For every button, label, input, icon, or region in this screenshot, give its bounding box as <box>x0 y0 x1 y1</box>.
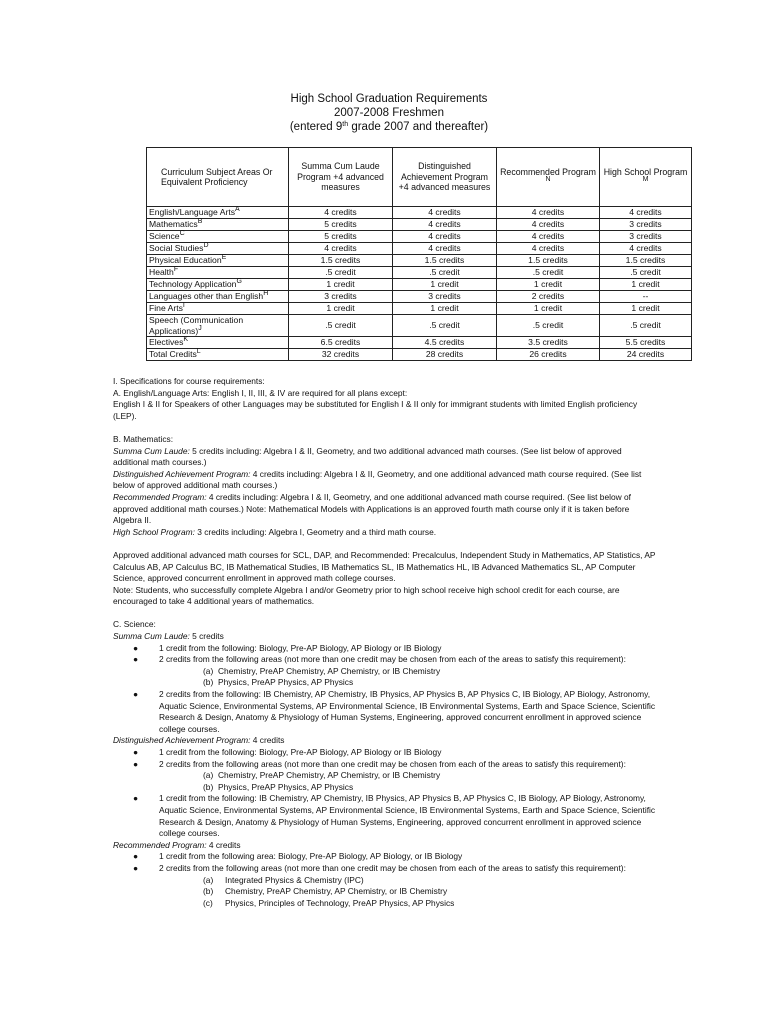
dap-cell: .5 credit <box>393 267 497 279</box>
high-school-cell: .5 credit <box>600 267 692 279</box>
recommended-cell: 4 credits <box>497 243 600 255</box>
list-item: ● 2 credits from the following areas (not more than one credit may be chosen from each of the areas to satisfy this requirement): <box>133 654 626 665</box>
scl-cell: 1 credit <box>289 279 393 291</box>
scl-cell: 3 credits <box>289 291 393 303</box>
bullet-icon: ● <box>133 851 139 862</box>
spec-b-dap: Distinguished Achievement Program: 4 credits including: Algebra I & II, Geometry, and one additional advanced math course required. (See list below of approved additional math courses.) <box>113 468 642 491</box>
subject-cell: Technology Application$^G$ <box>147 279 289 291</box>
spec-c-heading: C. Science: <box>113 619 156 630</box>
scl-cell: .5 credit <box>289 267 393 279</box>
high-school-cell: 4 credits <box>600 243 692 255</box>
dap-cell: 4 credits <box>393 243 497 255</box>
high-school-cell: 4 credits <box>600 207 692 219</box>
dap-cell: 1 credit <box>393 303 497 315</box>
recommended-cell: 3.5 credits <box>497 337 600 349</box>
header-recommended: Recommended Program $^N$ <box>497 148 600 207</box>
spec-a-line2: English I & II for Speakers of other Languages may be substituted for English I & II only for immigrant students with limited English proficiency (LEP). <box>113 399 638 421</box>
high-school-cell: .5 credit <box>600 315 692 337</box>
high-school-cell: 5.5 credits <box>600 337 692 349</box>
high-school-cell: -- <box>600 291 692 303</box>
subject-cell: Health$^F$ <box>147 267 289 279</box>
dap-cell: 4 credits <box>393 207 497 219</box>
list-item: ● 1 credit from the following: Biology, Pre-AP Biology, AP Biology or IB Biology <box>133 747 442 757</box>
table-row <box>147 337 692 349</box>
scl-cell: 32 credits <box>289 349 393 361</box>
spec-b-rec: Recommended Program: 4 credits including: Algebra I & II, Geometry, and one additional advanced math course required. (See list below of approved additional math courses.) Note: Mathematical Models with Applications is an approved fourth math course only if it is taken before Algebra II. <box>113 491 631 526</box>
high-school-cell: 3 credits <box>600 231 692 243</box>
subject-cell: Languages other than English$^H$ <box>147 291 289 303</box>
table-row <box>147 255 692 267</box>
spec-heading: I. Specifications for course requirements: <box>113 376 265 386</box>
spec-b-note: Note: Students, who successfully complete Algebra I and/or Geometry prior to high school receive high school credit for each course, are encouraged to take 4 additional years of mathematics. <box>113 584 620 607</box>
recommended-cell: 2 credits <box>497 291 600 303</box>
subject-cell: Physical Education$^E$ <box>147 255 289 267</box>
dap-cell: 3 credits <box>393 291 497 303</box>
recommended-cell: 1 credit <box>497 279 600 291</box>
scl-cell: 1.5 credits <box>289 255 393 267</box>
spec-c-dap: Distinguished Achievement Program: 4 credits <box>113 735 285 746</box>
subject-cell: Science$^C$ <box>147 231 289 243</box>
dap-cell: 4.5 credits <box>393 337 497 349</box>
list-subitem: (a) Chemistry, PreAP Chemistry, AP Chemistry, or IB Chemistry <box>203 770 441 781</box>
spec-b-hs: High School Program: 3 credits including: Algebra I, Geometry and a third math course. <box>113 526 437 537</box>
table-row <box>147 315 692 337</box>
recommended-cell: 4 credits <box>497 207 600 219</box>
subject-cell: Total Credits$^L$ <box>147 349 289 361</box>
bullet-icon: ● <box>133 793 139 804</box>
high-school-cell: 1 credit <box>600 279 692 291</box>
doc-title: High School Graduation Requirements <box>290 93 488 105</box>
subject-cell: Fine Arts$^I$ <box>147 303 289 315</box>
scl-cell: .5 credit <box>289 315 393 337</box>
list-item: ● 2 credits from the following: IB Chemistry, AP Chemistry, IB Physics, AP Physics B, AP Physics C, IB Biology, AP Biology, Astronomy, Aquatic Science, Environmental Systems, AP Environmental Science, IB Environmental Systems, Earth and Space Science, Scientific Research & Design, Anatomy & Physiology of Human Systems, Engineering, approved concurrent enrollment in approved science college courses. <box>133 689 656 734</box>
table-row <box>147 291 692 303</box>
high-school-cell: 1.5 credits <box>600 255 692 267</box>
dap-cell: .5 credit <box>393 315 497 337</box>
high-school-cell: 3 credits <box>600 219 692 231</box>
spec-a-line1: A. English/Language Arts: English I, II, III, & IV are required for all plans except: <box>113 387 408 398</box>
specifications <box>113 376 658 909</box>
table-row <box>147 207 692 219</box>
subject-cell: English/Language Arts$^A$ <box>147 207 289 219</box>
subject-cell: Social Studies$^D$ <box>147 243 289 255</box>
list-item: ● 2 credits from the following areas (not more than one credit may be chosen from each of the areas to satisfy this requirement): <box>133 758 626 769</box>
dap-cell: 28 credits <box>393 349 497 361</box>
dap-cell: 1 credit <box>393 279 497 291</box>
table-row <box>147 279 692 291</box>
subject-cell: Speech (Communication Applications)$^J$ <box>147 315 289 337</box>
scl-cell: 5 credits <box>289 219 393 231</box>
recommended-cell: 4 credits <box>497 231 600 243</box>
dap-cell: 4 credits <box>393 231 497 243</box>
bullet-icon: ● <box>133 758 139 769</box>
table-header-row <box>147 148 692 207</box>
scl-cell: 4 credits <box>289 207 393 219</box>
doc-subtitle: 2007-2008 Freshmen <box>334 107 444 119</box>
list-subitem: (a) Integrated Physics & Chemistry (IPC) <box>203 874 364 885</box>
high-school-cell: 1 credit <box>600 303 692 315</box>
recommended-cell: .5 credit <box>497 267 600 279</box>
header-dap: Distinguished Achievement Program +4 advanced measures <box>393 148 497 207</box>
recommended-cell: 4 credits <box>497 219 600 231</box>
dap-cell: 1.5 credits <box>393 255 497 267</box>
list-item: ● 1 credit from the following: Biology, Pre-AP Biology, AP Biology or IB Biology <box>133 642 442 653</box>
bullet-icon: ● <box>133 689 139 700</box>
high-school-cell: 24 credits <box>600 349 692 361</box>
recommended-cell: 26 credits <box>497 349 600 361</box>
dap-cell: 4 credits <box>393 219 497 231</box>
bullet-icon: ● <box>133 654 139 665</box>
scl-cell: 1 credit <box>289 303 393 315</box>
header-scl: Summa Cum Laude Program +4 advanced measures <box>289 148 393 207</box>
table-row <box>147 303 692 315</box>
spec-c-rec: Recommended Program: 4 credits <box>113 839 241 850</box>
recommended-cell: .5 credit <box>497 315 600 337</box>
recommended-cell: 1.5 credits <box>497 255 600 267</box>
bullet-icon: ● <box>133 642 139 653</box>
recommended-cell: 1 credit <box>497 303 600 315</box>
spec-b-heading: B. Mathematics: <box>113 433 174 444</box>
list-subitem: (a) Chemistry, PreAP Chemistry, AP Chemistry, or IB Chemistry <box>203 665 441 676</box>
scl-cell: 4 credits <box>289 243 393 255</box>
list-subitem: (c) Physics, Principles of Technology, PreAP Physics, AP Physics <box>203 897 455 908</box>
list-item: ● 1 credit from the following: IB Chemistry, AP Chemistry, IB Physics, AP Physics B, AP Physics C, IB Biology, AP Biology, Astronomy, Aquatic Science, Environmental Systems, AP Environmental Science, IB Environmental Systems, Earth and Space Science, Scientific Research & Design, Anatomy & Physiology of Human Systems, Engineering, approved concurrent enrollment in approved science college courses. <box>133 793 656 839</box>
doc-subtitle-entered: (entered 9th grade 2007 and thereafter) <box>289 121 489 133</box>
table-row <box>147 219 692 231</box>
requirements-table <box>146 147 692 361</box>
spec-b-scl: Summa Cum Laude: 5 credits including: Algebra I & II, Geometry, and two additional advanced math courses. (See list below of approved additional math courses.) <box>113 445 622 468</box>
list-subitem: (b) Chemistry, PreAP Chemistry, AP Chemistry, or IB Chemistry <box>203 886 448 897</box>
subject-cell: Electives$^K$ <box>147 337 289 349</box>
header-high-school: High School Program $^M$ <box>600 148 692 207</box>
table-row <box>147 231 692 243</box>
table-row <box>147 267 692 279</box>
list-item: ● 1 credit from the following area: Biology, Pre-AP Biology, AP Biology, or IB Biology <box>133 851 463 862</box>
bullet-icon: ● <box>133 747 139 757</box>
table-row <box>147 349 692 361</box>
scl-cell: 6.5 credits <box>289 337 393 349</box>
list-item: ● 2 credits from the following areas (not more than one credit may be chosen from each of the areas to satisfy this requirement): <box>133 862 626 873</box>
spec-b-approved: Approved additional advanced math courses for SCL, DAP, and Recommended: Precalculus, Independent Study in Mathematics, AP Statistics, AP Calculus AB, AP Calculus BC, IB Mathematical Studies, IB Mathematics SL, IB Mathematics HL, IB Advanced Mathematics SL, AP Computer Science, approved concurrent enrollment in approved math college courses. <box>113 549 656 584</box>
scl-cell: 5 credits <box>289 231 393 243</box>
table-row <box>147 243 692 255</box>
spec-c-scl: Summa Cum Laude: 5 credits <box>113 631 224 642</box>
list-subitem: (b) Physics, PreAP Physics, AP Physics <box>203 677 354 688</box>
header-subject: Curriculum Subject Areas Or Equivalent Proficiency <box>147 148 289 207</box>
list-subitem: (b) Physics, PreAP Physics, AP Physics <box>203 781 354 792</box>
subject-cell: Mathematics$^B$ <box>147 219 289 231</box>
bullet-icon: ● <box>133 862 139 873</box>
